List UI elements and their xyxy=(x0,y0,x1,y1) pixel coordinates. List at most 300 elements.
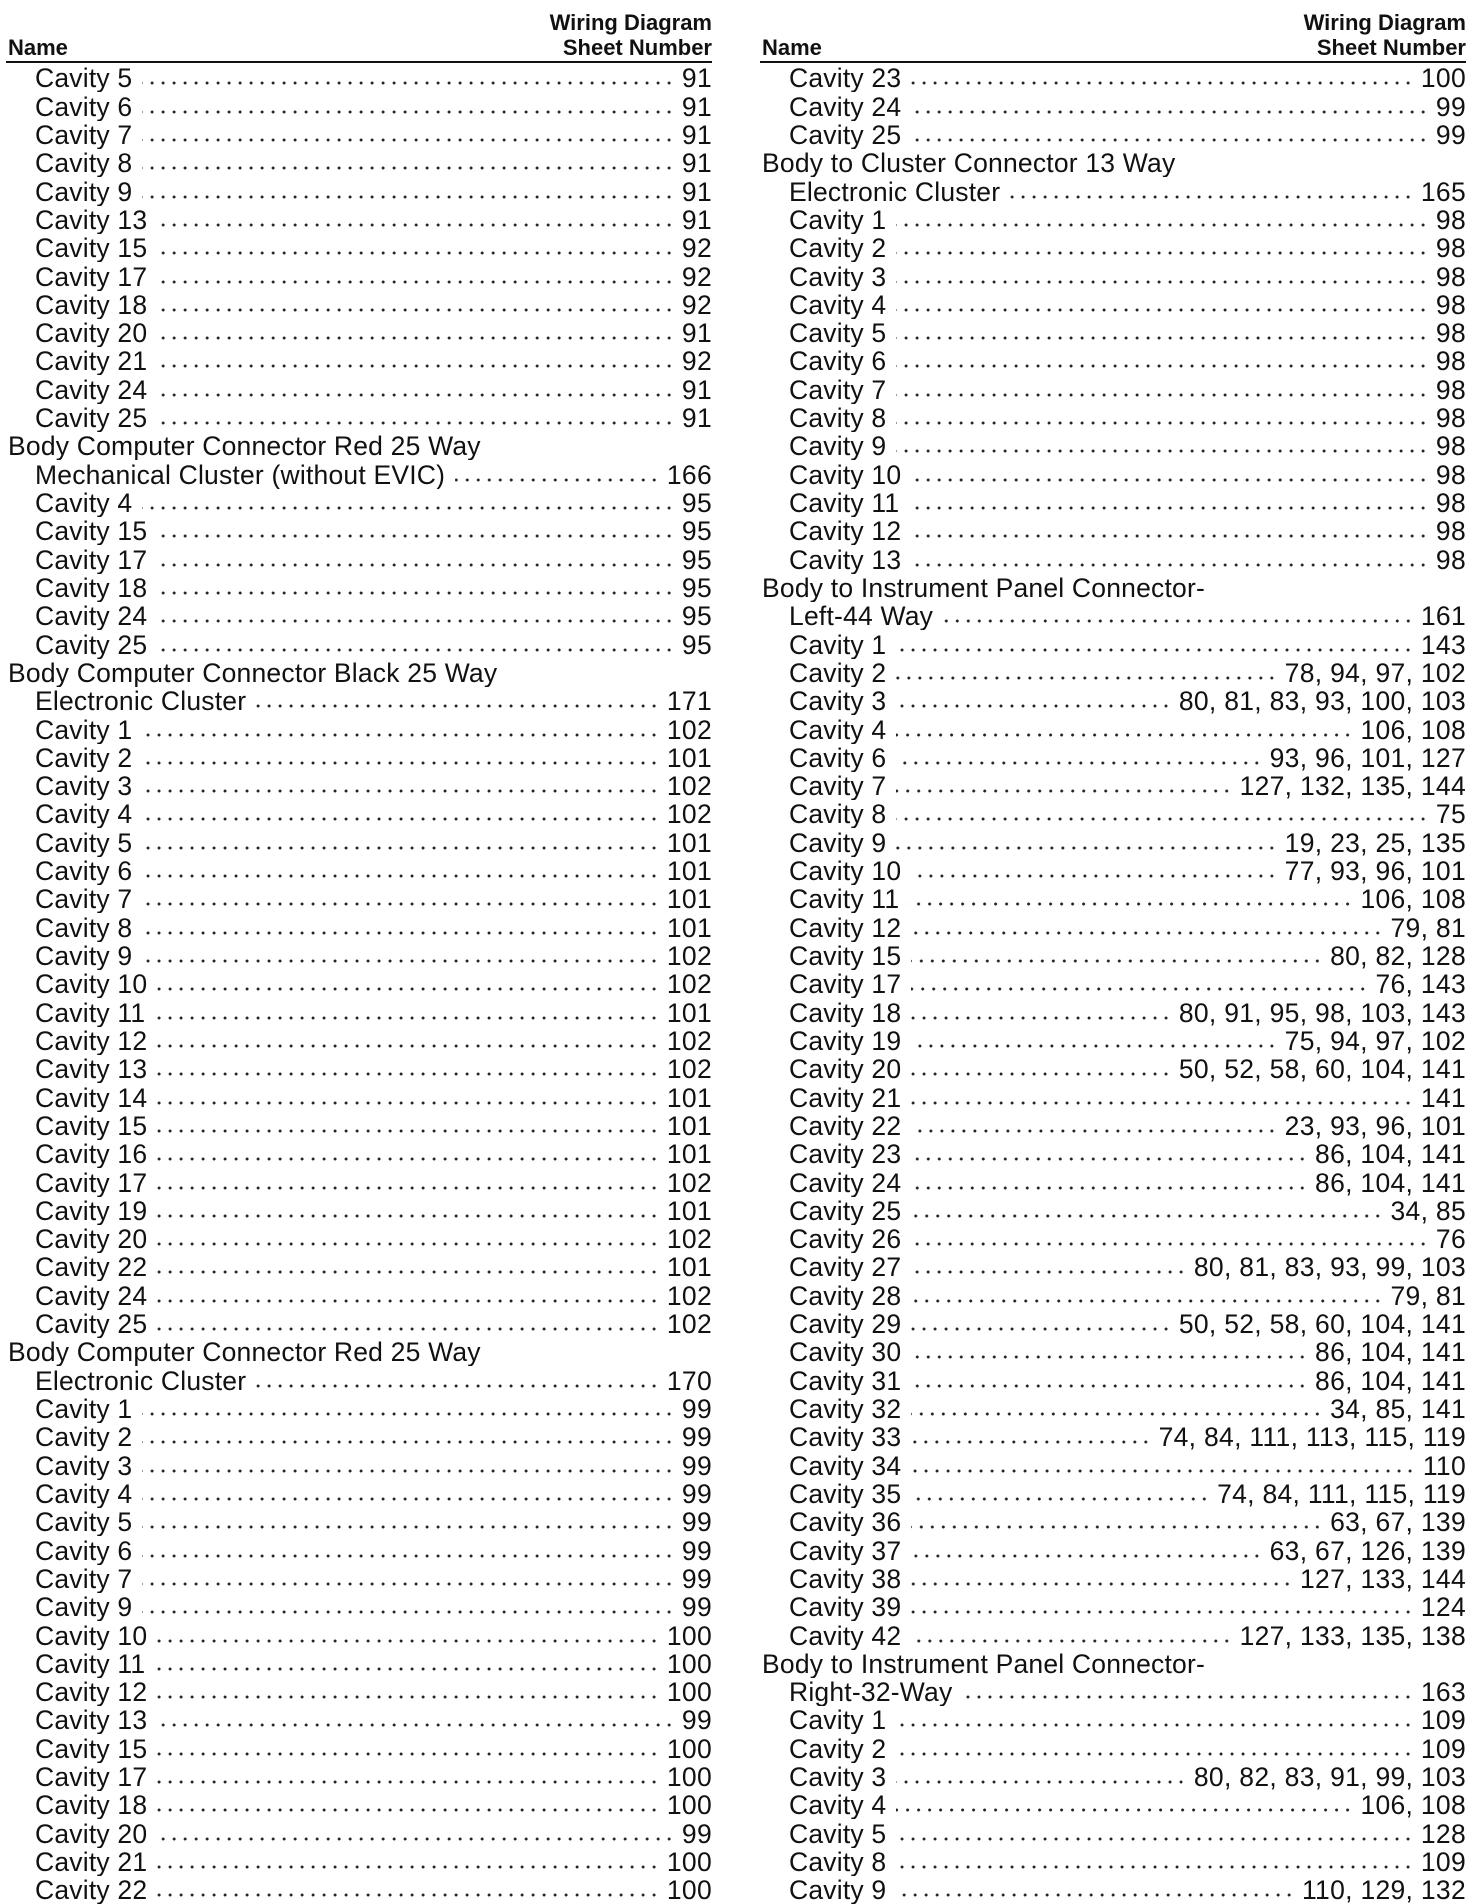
sheet-number: 95 xyxy=(681,573,712,602)
index-entry xyxy=(760,1678,1466,1706)
index-entry xyxy=(760,1848,1466,1876)
sheet-number: 99 xyxy=(681,1819,712,1848)
sheet-number: 99 xyxy=(1435,120,1466,149)
index-entry xyxy=(760,234,1466,262)
sheet-number: 127, 132, 135, 144 xyxy=(1239,771,1466,801)
dot-leader xyxy=(142,1581,675,1587)
sheet-number: 98 xyxy=(1435,403,1466,433)
index-entry xyxy=(6,206,712,234)
entry-name: Cavity 10 xyxy=(789,856,902,886)
index-entry xyxy=(760,489,1466,517)
sheet-number: 102 xyxy=(666,1168,712,1197)
sheet-number: 101 xyxy=(666,885,712,914)
index-entry xyxy=(6,828,712,856)
index-entry xyxy=(760,1763,1466,1791)
entry-name: Cavity 5 xyxy=(35,64,133,93)
dot-leader xyxy=(911,1298,1383,1304)
sheet-number: 98 xyxy=(1435,318,1466,348)
index-entry xyxy=(6,913,712,941)
dot-leader xyxy=(142,788,660,794)
index-entry xyxy=(6,1197,712,1225)
sheet-number: 99 xyxy=(681,1423,712,1452)
sheet-number: 74, 84, 111, 113, 115, 119 xyxy=(1158,1423,1466,1452)
sheet-number: 99 xyxy=(681,1564,712,1593)
dot-leader xyxy=(157,1694,660,1700)
dot-leader xyxy=(911,137,1429,143)
section-heading-text: Body Computer Connector Red 25 Way xyxy=(8,432,481,461)
sheet-number: 95 xyxy=(681,488,712,517)
index-entry xyxy=(6,1876,712,1904)
index-entry xyxy=(760,92,1466,120)
sheet-number: 98 xyxy=(1435,290,1466,319)
sheet-number: 100 xyxy=(666,1649,712,1678)
entry-name: Cavity 20 xyxy=(35,1224,148,1254)
dot-leader xyxy=(896,420,1429,426)
index-entry xyxy=(760,715,1466,743)
sheet-number: 95 xyxy=(681,517,712,546)
sheet-number: 75, 94, 97, 102 xyxy=(1284,1026,1466,1055)
dot-leader xyxy=(911,1411,1323,1417)
index-entry xyxy=(6,885,712,913)
index-entry xyxy=(6,1565,712,1593)
index-entry xyxy=(6,800,712,828)
sheet-number: 74, 84, 111, 115, 119 xyxy=(1217,1479,1466,1508)
sheet-label-line2: Sheet Number xyxy=(562,35,712,60)
entry-name: Cavity 1 xyxy=(35,1394,133,1423)
index-entry xyxy=(6,375,712,403)
index-entry xyxy=(760,347,1466,375)
sheet-number: 92 xyxy=(681,290,712,319)
index-entry xyxy=(760,772,1466,800)
sheet-label-line1: Wiring Diagram xyxy=(1303,10,1466,35)
dot-leader xyxy=(157,250,675,256)
index-entry xyxy=(760,630,1466,658)
sheet-number: 91 xyxy=(681,64,712,93)
entry-name: Cavity 39 xyxy=(789,1592,902,1622)
dot-leader xyxy=(896,675,1277,681)
sheet-number: 100 xyxy=(666,1847,712,1876)
dot-leader xyxy=(142,1553,675,1559)
dot-leader xyxy=(142,194,675,200)
index-entry xyxy=(6,602,712,630)
entry-name: Cavity 32 xyxy=(789,1394,902,1423)
dot-leader xyxy=(142,1439,675,1445)
dot-leader xyxy=(896,760,1262,766)
entry-name: Cavity 3 xyxy=(35,771,133,801)
entry-name: Cavity 2 xyxy=(35,743,133,772)
right-index-list xyxy=(760,64,1466,1904)
entry-name: Cavity 12 xyxy=(35,1026,148,1055)
index-entry xyxy=(6,177,712,205)
dot-leader xyxy=(157,1100,660,1106)
index-entry xyxy=(760,800,1466,828)
sheet-number: 99 xyxy=(681,1479,712,1508)
dot-leader xyxy=(142,901,660,907)
entry-name: Cavity 20 xyxy=(789,1054,902,1084)
dot-leader xyxy=(896,1836,1414,1842)
index-entry xyxy=(760,1876,1466,1904)
entry-name: Cavity 13 xyxy=(35,205,148,234)
entry-name: Cavity 8 xyxy=(35,913,133,942)
entry-name: Cavity 7 xyxy=(789,771,887,801)
dot-leader xyxy=(911,477,1429,483)
index-entry xyxy=(760,1395,1466,1423)
entry-name: Cavity 6 xyxy=(35,856,133,886)
sheet-number: 34, 85, 141 xyxy=(1330,1394,1466,1423)
sheet-number: 91 xyxy=(681,403,712,433)
index-entry xyxy=(6,1112,712,1140)
dot-leader xyxy=(896,1864,1414,1870)
entry-name: Cavity 17 xyxy=(789,970,902,999)
index-entry xyxy=(6,857,712,885)
index-entry xyxy=(760,1593,1466,1621)
index-entry xyxy=(760,970,1466,998)
index-entry xyxy=(760,1423,1466,1451)
index-entry xyxy=(6,347,712,375)
sheet-number: 50, 52, 58, 60, 104, 141 xyxy=(1178,1309,1466,1339)
sheet-number: 80, 82, 83, 91, 99, 103 xyxy=(1193,1762,1466,1792)
index-entry xyxy=(760,857,1466,885)
dot-leader xyxy=(896,307,1429,313)
entry-name: Cavity 17 xyxy=(35,262,148,291)
sheet-number: 101 xyxy=(666,998,712,1027)
sheet-number: 99 xyxy=(681,1394,712,1423)
entry-name: Cavity 12 xyxy=(789,517,902,546)
entry-name: Electronic Cluster xyxy=(789,177,1001,206)
dot-leader xyxy=(909,505,1429,511)
dot-leader xyxy=(911,1354,1308,1360)
index-entry xyxy=(6,715,712,743)
sheet-number: 98 xyxy=(1435,432,1466,461)
dot-leader xyxy=(157,1836,675,1842)
sheet-number: 34, 85 xyxy=(1390,1196,1466,1225)
dot-leader xyxy=(157,1185,660,1191)
dot-leader xyxy=(911,1213,1383,1219)
entry-name: Cavity 4 xyxy=(789,290,887,319)
dot-leader xyxy=(157,279,675,285)
index-entry xyxy=(760,1112,1466,1140)
sheet-number: 101 xyxy=(666,1083,712,1112)
dot-leader xyxy=(896,279,1429,285)
index-entry xyxy=(760,1225,1466,1253)
index-entry xyxy=(6,1819,712,1847)
entry-name: Cavity 15 xyxy=(789,941,902,970)
dot-leader xyxy=(911,533,1429,539)
index-entry xyxy=(760,262,1466,290)
sheet-number: 100 xyxy=(666,1621,712,1650)
entry-name: Electronic Cluster xyxy=(35,686,247,716)
column-header xyxy=(760,0,1466,63)
dot-leader xyxy=(157,590,675,596)
dot-leader xyxy=(911,986,1368,992)
dot-leader xyxy=(911,958,1323,964)
entry-name: Cavity 15 xyxy=(35,233,148,263)
sheet-number: 102 xyxy=(666,1026,712,1055)
index-entry xyxy=(6,1763,712,1791)
entry-name: Cavity 13 xyxy=(35,1706,148,1735)
dot-leader xyxy=(896,392,1429,398)
sheet-number: 101 xyxy=(666,743,712,772)
sheet-number: 106, 108 xyxy=(1360,885,1466,914)
entry-name: Cavity 9 xyxy=(789,1876,887,1904)
index-entry xyxy=(760,1366,1466,1394)
entry-name: Cavity 3 xyxy=(789,262,887,291)
entry-name: Cavity 28 xyxy=(789,1281,902,1310)
dot-leader xyxy=(911,1241,1429,1247)
entry-name: Cavity 25 xyxy=(35,630,148,659)
sheet-number: 95 xyxy=(681,630,712,659)
entry-name: Cavity 1 xyxy=(35,715,133,744)
index-entry xyxy=(6,1734,712,1762)
entry-name: Cavity 22 xyxy=(789,1111,902,1140)
index-entry xyxy=(6,772,712,800)
entry-name: Cavity 1 xyxy=(789,1706,887,1735)
dot-leader xyxy=(142,505,675,511)
index-entry xyxy=(6,1027,712,1055)
dot-leader xyxy=(157,1269,660,1275)
entry-name: Cavity 4 xyxy=(789,715,887,744)
entry-name: Cavity 29 xyxy=(789,1309,902,1339)
sheet-label-line1: Wiring Diagram xyxy=(549,10,712,35)
index-entry xyxy=(760,1706,1466,1734)
dot-leader xyxy=(911,1468,1416,1474)
index-entry xyxy=(760,177,1466,205)
sheet-number: 98 xyxy=(1435,375,1466,404)
entry-name: Cavity 14 xyxy=(35,1083,148,1112)
entry-name: Cavity 4 xyxy=(35,800,133,829)
sheet-number: 86, 104, 141 xyxy=(1315,1338,1466,1367)
index-entry xyxy=(6,262,712,290)
entry-name: Cavity 21 xyxy=(35,347,148,376)
index-entry xyxy=(6,1508,712,1536)
entry-name: Cavity 26 xyxy=(789,1224,902,1254)
entry-name: Cavity 21 xyxy=(789,1083,902,1112)
section-heading xyxy=(6,659,712,687)
sheet-number: 170 xyxy=(666,1366,712,1395)
entry-name: Cavity 18 xyxy=(789,998,902,1027)
dot-leader xyxy=(911,1043,1277,1049)
index-entry xyxy=(760,1508,1466,1536)
entry-name: Cavity 11 xyxy=(35,998,146,1027)
entry-name: Cavity 15 xyxy=(35,1734,148,1763)
index-entry xyxy=(6,291,712,319)
sheet-number: 171 xyxy=(666,686,712,716)
index-entry xyxy=(6,1480,712,1508)
dot-leader xyxy=(142,109,675,115)
dot-leader xyxy=(911,1326,1172,1332)
dot-leader xyxy=(142,930,660,936)
index-entry xyxy=(760,206,1466,234)
index-entry xyxy=(6,489,712,517)
dot-leader xyxy=(157,363,675,369)
sheet-number: 98 xyxy=(1435,262,1466,291)
entry-name: Cavity 24 xyxy=(789,1168,902,1197)
entry-name: Cavity 2 xyxy=(789,233,887,263)
dot-leader xyxy=(142,816,660,822)
entry-name: Cavity 17 xyxy=(35,1762,148,1792)
dot-leader xyxy=(157,1128,660,1134)
dot-leader xyxy=(142,873,660,879)
entry-name: Cavity 25 xyxy=(789,120,902,149)
sheet-number: 91 xyxy=(681,177,712,206)
dot-leader xyxy=(142,80,675,86)
sheet-number: 91 xyxy=(681,205,712,234)
sheet-number: 101 xyxy=(666,1139,712,1169)
sheet-number: 165 xyxy=(1420,177,1466,206)
entry-name: Cavity 8 xyxy=(789,800,887,829)
dot-leader xyxy=(455,477,660,483)
index-entry xyxy=(760,1791,1466,1819)
index-entry xyxy=(760,744,1466,772)
right-column xyxy=(760,0,1466,1904)
entry-name: Cavity 16 xyxy=(35,1139,148,1169)
entry-name: Cavity 12 xyxy=(35,1677,148,1707)
sheet-number: 101 xyxy=(666,913,712,942)
index-entry xyxy=(760,1281,1466,1309)
sheet-number: 99 xyxy=(681,1451,712,1480)
sheet-number: 78, 94, 97, 102 xyxy=(1284,658,1466,687)
dot-leader xyxy=(896,448,1429,454)
entry-name: Cavity 13 xyxy=(35,1054,148,1084)
dot-leader xyxy=(142,958,660,964)
entry-name: Cavity 42 xyxy=(789,1621,902,1650)
dot-leader xyxy=(896,363,1429,369)
index-entry xyxy=(760,1140,1466,1168)
index-entry xyxy=(760,1338,1466,1366)
dot-leader xyxy=(896,1751,1414,1757)
index-entry xyxy=(6,1536,712,1564)
sheet-label-line2: Sheet Number xyxy=(1316,35,1466,60)
entry-name: Cavity 9 xyxy=(789,432,887,461)
sheet-number: 79, 81 xyxy=(1390,1281,1466,1310)
entry-name: Cavity 23 xyxy=(789,1139,902,1169)
dot-leader xyxy=(911,562,1429,568)
entry-name: Cavity 7 xyxy=(35,120,133,149)
index-entry xyxy=(760,998,1466,1026)
sheet-number: 75 xyxy=(1435,800,1466,829)
sheet-number: 98 xyxy=(1435,233,1466,263)
sheet-number: 80, 91, 95, 98, 103, 143 xyxy=(1178,998,1466,1027)
dot-leader xyxy=(157,307,675,313)
sheet-number: 91 xyxy=(681,120,712,149)
dot-leader xyxy=(157,1807,660,1813)
index-entry xyxy=(6,1650,712,1678)
index-entry xyxy=(760,1027,1466,1055)
section-heading-text: Body to Cluster Connector 13 Way xyxy=(762,148,1176,178)
entry-name: Cavity 30 xyxy=(789,1338,902,1367)
section-heading-text: Body Computer Connector Red 25 Way xyxy=(8,1338,481,1367)
sheet-number: 98 xyxy=(1435,488,1466,517)
index-entry xyxy=(6,630,712,658)
entry-name: Cavity 22 xyxy=(35,1253,148,1282)
entry-name: Cavity 36 xyxy=(789,1507,902,1537)
dot-leader xyxy=(142,732,660,738)
sheet-number: 19, 23, 25, 135 xyxy=(1284,828,1466,857)
sheet-number: 99 xyxy=(681,1592,712,1622)
dot-leader xyxy=(155,1666,660,1672)
dot-leader xyxy=(157,986,660,992)
entry-name: Cavity 11 xyxy=(789,488,900,517)
dot-leader xyxy=(911,1496,1210,1502)
entry-name: Cavity 4 xyxy=(35,488,133,517)
entry-name: Right-32-Way xyxy=(789,1677,953,1707)
section-heading-text: Body to Instrument Panel Connector- xyxy=(762,573,1206,602)
sheet-number: 128 xyxy=(1420,1819,1466,1848)
index-entry xyxy=(6,1310,712,1338)
sheet-number: 79, 81 xyxy=(1390,913,1466,942)
sheet-number: 101 xyxy=(666,1111,712,1140)
sheet-number: 80, 82, 128 xyxy=(1330,941,1466,970)
sheet-number: 102 xyxy=(666,771,712,801)
index-entry xyxy=(6,1225,712,1253)
dot-leader xyxy=(157,1298,660,1304)
dot-leader xyxy=(155,1015,660,1021)
entry-name: Cavity 7 xyxy=(35,885,133,914)
index-entry xyxy=(6,92,712,120)
dot-leader xyxy=(256,1383,660,1389)
entry-name: Cavity 18 xyxy=(35,290,148,319)
sheet-number: 77, 93, 96, 101 xyxy=(1284,856,1466,886)
sheet-number: 102 xyxy=(666,1224,712,1254)
index-entry xyxy=(6,121,712,149)
entry-name: Cavity 3 xyxy=(35,1451,133,1480)
dot-leader xyxy=(157,420,675,426)
sheet-number: 92 xyxy=(681,262,712,291)
sheet-number: 102 xyxy=(666,941,712,970)
entry-name: Cavity 25 xyxy=(789,1196,902,1225)
dot-leader xyxy=(943,618,1414,624)
index-entry xyxy=(760,1083,1466,1111)
entry-name: Cavity 15 xyxy=(35,1111,148,1140)
sheet-number: 102 xyxy=(666,800,712,829)
dot-leader xyxy=(911,1156,1308,1162)
dot-leader xyxy=(911,1609,1414,1615)
entry-name: Cavity 12 xyxy=(789,913,902,942)
entry-name: Cavity 24 xyxy=(35,601,148,631)
sheet-number: 100 xyxy=(666,1762,712,1792)
sheet-number: 91 xyxy=(681,92,712,121)
dot-leader xyxy=(896,788,1232,794)
section-heading xyxy=(760,1650,1466,1678)
sheet-number: 95 xyxy=(681,545,712,574)
index-entry xyxy=(6,1281,712,1309)
index-entry xyxy=(760,121,1466,149)
sheet-number: 109 xyxy=(1420,1706,1466,1735)
dot-leader xyxy=(142,1496,675,1502)
index-entry xyxy=(6,1593,712,1621)
sheet-number: 101 xyxy=(666,1196,712,1225)
dot-leader xyxy=(896,1722,1414,1728)
sheet-number-column-label xyxy=(1304,10,1466,60)
dot-leader xyxy=(142,1524,675,1530)
dot-leader xyxy=(896,222,1429,228)
dot-leader xyxy=(896,250,1429,256)
section-heading-text: Body to Instrument Panel Connector- xyxy=(762,1649,1206,1678)
entry-name: Cavity 3 xyxy=(789,1762,887,1792)
entry-name: Cavity 20 xyxy=(35,318,148,348)
entry-name: Cavity 9 xyxy=(35,1592,133,1622)
dot-leader xyxy=(911,1071,1172,1077)
dot-leader xyxy=(896,647,1414,653)
index-entry xyxy=(6,517,712,545)
dot-leader xyxy=(911,1185,1308,1191)
entry-name: Cavity 13 xyxy=(789,545,902,574)
dot-leader xyxy=(142,165,675,171)
section-heading xyxy=(760,574,1466,602)
sheet-number: 102 xyxy=(666,1309,712,1339)
dot-leader xyxy=(911,1269,1187,1275)
sheet-number: 101 xyxy=(666,828,712,857)
